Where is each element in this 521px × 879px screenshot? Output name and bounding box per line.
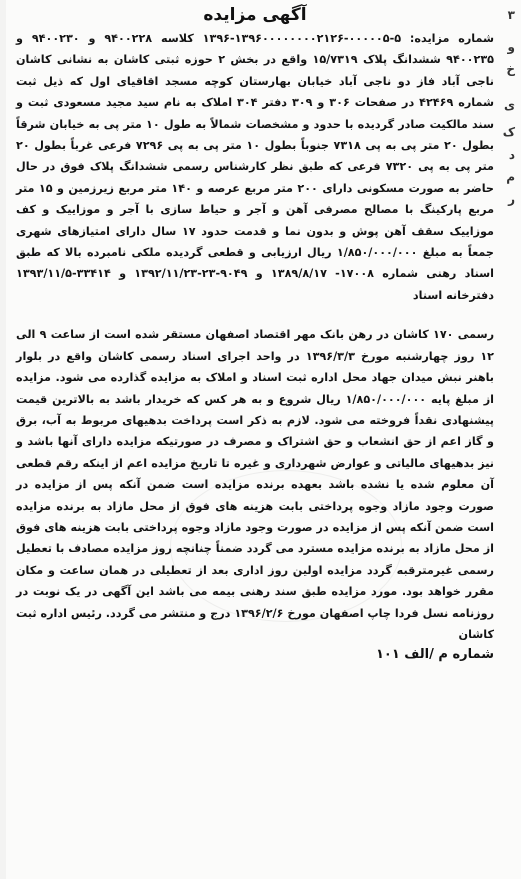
fragment-char: م	[506, 170, 515, 184]
auction-notice	[14, 4, 496, 844]
adjacent-column-fragments	[500, 0, 521, 879]
fragment-char: و	[507, 40, 515, 54]
fragment-char: د	[508, 148, 515, 162]
fragment-char: ر	[508, 192, 515, 206]
notice-paragraph-2: رسمی ۱۷۰ کاشان در رهن بانک مهر اقتصاد اصفهان مستقر شده است از ساعت ۹ الی ۱۲ روز چهارشنبه مورخ ۱۳۹۶/۳/۳ در واحد اجرای اسناد رسمی کاشان واقع در بلوار باهنر نبش میدان جهاد محل اداره ثبت اسناد و املاک به مزایده گذارده می شود. مزایده از مبلغ پایه ۱/۸۵۰/۰۰۰/۰۰۰ ریال شروع و به هر کس که خریدار باشد به بالاترین قیمت پیشنهادی نقداً فروخته می شود. لازم به ذکر است پرداخت بدهیهای مربوط به آب، برق و گاز اعم از حق انشعاب و حق اشتراک و مصرف در صورتیکه مزایده دارای آنها باشد و نیز بدهیهای مالیاتی و عوارض شهرداری و غیره تا تاریخ مزایده اعم از اینکه رقم قطعی آن معلوم شده یا نشده باشد بعهده برنده مزایده است ضمن آنکه پس از مزایده در صورت وجود مازاد وجوه پرداختی بابت هزینه های فوق از محل مازاد به برنده مزایده است ضمن آنکه پس از مزایده در صورت وجود مازاد وجوه پرداختی بابت هزینه های فوق از محل مازاد به برنده مزایده مسترد می گردد ضمناً چنانچه روز مزایده مصادف با تعطیل رسمی غیرمترقبه گردد مزایده اولین روز اداری بعد از تعطیلی در همان ساعت و مکان مقرر خواهد بود. مورد مزایده طبق سند رهنی بیمه می باشد این آگهی در یک نوبت در روزنامه نسل فردا چاپ اصفهان مورخ ۱۳۹۶/۲/۶ درج و منتشر می گردد. رئیس اداره ثبت کاشان	[16, 328, 495, 641]
fragment-char: ک	[502, 125, 515, 139]
paragraph-gap	[14, 306, 496, 324]
notice-reference-number: شماره م /الف ۱۰۱	[375, 647, 494, 663]
fragment-char: ی	[504, 98, 515, 112]
fragment-char: خ	[506, 62, 515, 76]
page-edge	[0, 0, 6, 879]
fragment-char: ۳	[507, 8, 515, 22]
notice-paragraph-1: شماره مزایده: ۵-۰۰۰۰۰۵-۱۳۹۶۰۰۰۰۰۰۰۰۲۱۲۶-۱۳۹۶ کلاسه ۹۴۰۰۲۲۸ و ۹۴۰۰۲۳۰ و ۹۴۰۰۲۳۵ ششدانگ پلاک ۱۵/۷۳۱۹ واقع در بخش ۲ حوزه ثبتی کاشان به نشانی کاشان ناجی آباد فاز دو ناجی آباد خیابان بهارستان کوچه مسجد اقاقیای اول که ذیل ثبت شماره ۴۲۴۶۹ در صفحات ۳۰۶ و ۳۰۹ دفتر ۳۰۴ املاک به نام سید مجید مسعودی ثبت و سند مالکیت صادر گردیده با حدود و مشخصات شمالاً به طول ۱۰ متر پی به خیابان شرقاً بطول ۲۰ متر پی به پی ۷۳۱۸ جنوباً بطول ۱۰ متر پی به پی ۷۲۹۶ فرعی غرباً بطول ۲۰ متر پی به پی ۷۳۲۰ فرعی که طبق نظر کارشناس رسمی ششدانگ پلاک فوق در حال حاضر به صورت مسکونی دارای ۲۰۰ متر مربع عرصه و ۱۴۰ متر مربع زیرزمین و ۱۵ متر مربع پارکینگ با مصالح مصرفی آهن و آجر و حیاط سازی با آجر و موزاییک و کف موزاییک سقف آهن پوش و بدون نما و قدمت حدود ۱۷ سال دارای امتیازهای شهری جمعاً به مبلغ ۱/۸۵۰/۰۰۰/۰۰۰ ریال ارزیابی و قطعی گردیده ملکی نامبرده بالا که طبق اسناد رهنی شماره ۱۷۰۰۸- ۱۳۸۹/۸/۱۷ و ۹۰۴۹-۲۳-۱۳۹۲/۱۱/۲۳ و ۳۳۴۱۴-۱۳۹۳/۱۱/۵ دفترخانه اسناد	[16, 32, 495, 302]
notice-title: آگهی مزایده	[203, 5, 307, 25]
